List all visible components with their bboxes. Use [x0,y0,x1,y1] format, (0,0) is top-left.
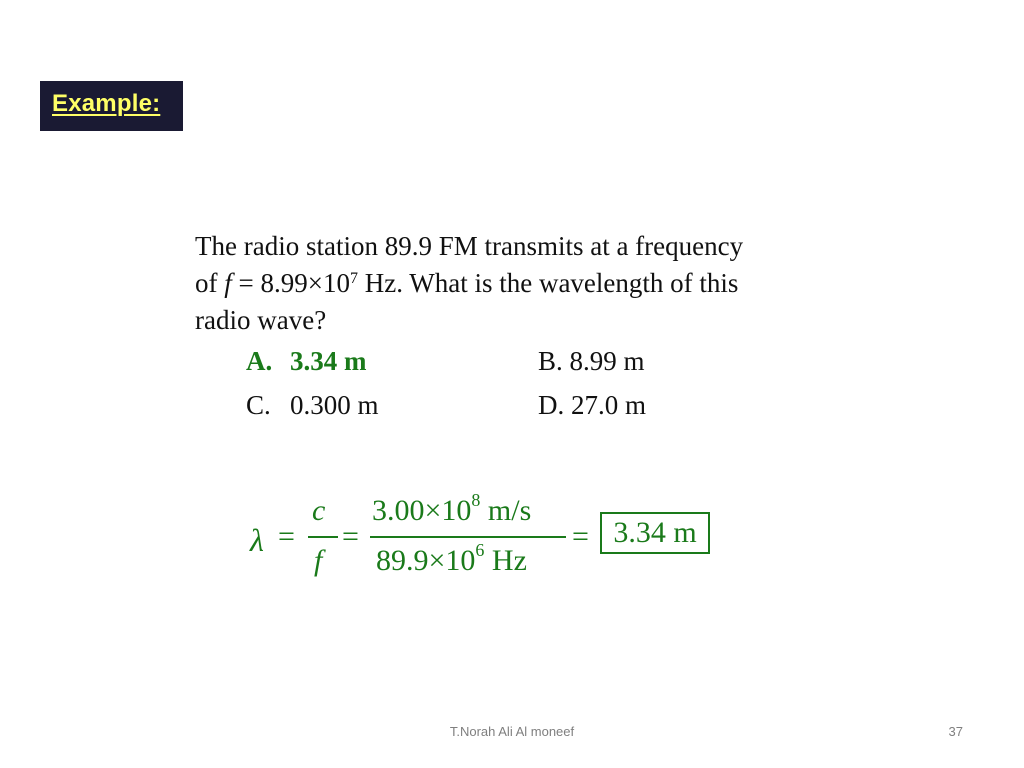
question-line-3: radio wave? [195,305,327,335]
question-text [195,228,855,339]
speed-of-light-numerator [372,490,532,528]
question-line-2 [195,265,855,302]
frequency-variable: f [224,268,232,298]
choice-d [538,390,646,421]
denominator-base: 89.9×10 [376,544,476,577]
choice-b [538,346,645,377]
numerator-exponent: 8 [471,490,481,510]
example-badge [40,81,183,131]
numerator-unit: m/s [480,494,532,527]
choice-a [246,346,367,377]
footer-author: T.Norah Ali Al moneef [449,724,575,739]
choice-b-text: 8.99 m [569,346,645,376]
equals-sign-2: = [342,520,359,553]
boxed-answer: 3.34 m [600,512,710,554]
fraction-f-denominator: f [314,544,323,577]
lambda-symbol: λ [250,522,264,558]
fraction-c-numerator: c [312,494,326,527]
question-line-2-prefix: of [195,268,225,298]
choice-a-letter: A. [246,346,273,376]
page-number: 37 [948,724,963,739]
frequency-denominator [376,540,527,578]
choice-d-letter: D. [538,390,565,420]
denominator-exponent: 6 [475,540,485,560]
equals-sign-3: = [572,520,589,553]
fraction-bar-2 [370,536,566,538]
numerator-base: 3.00×10 [372,494,472,527]
choice-c [246,390,379,421]
question-line-1: The radio station 89.9 FM transmits at a frequency [195,231,744,261]
denominator-unit: Hz [484,544,527,577]
example-badge-label: Example: [52,90,161,117]
question-line-2-suffix: Hz. What is the wavelength of this [357,268,739,298]
choice-c-text: 0.300 m [290,390,379,420]
frequency-value: = 8.99×10 [231,268,350,298]
equals-sign-1: = [278,520,295,553]
fraction-bar-1 [308,536,338,538]
choice-c-letter: C. [246,390,271,420]
choice-b-letter: B. [538,346,563,376]
choice-a-text: 3.34 m [290,346,367,376]
choice-d-text: 27.0 m [571,390,647,420]
frequency-exponent: 7 [349,270,358,287]
